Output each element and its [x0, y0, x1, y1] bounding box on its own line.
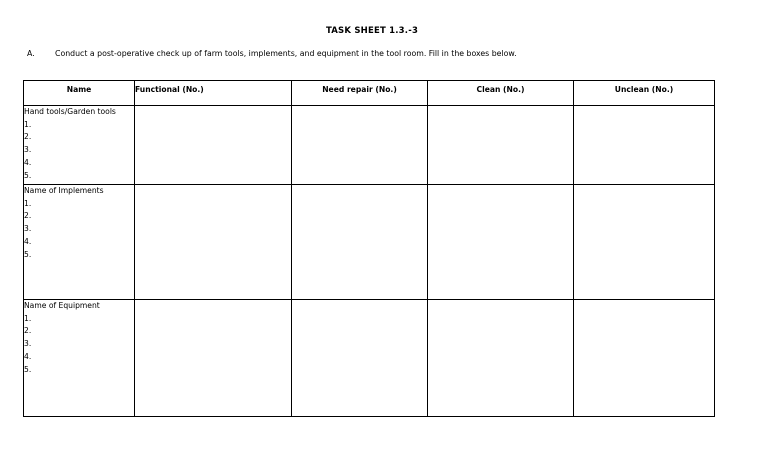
- instruction-line: [27, 49, 517, 58]
- clean-cell[interactable]: [428, 106, 574, 185]
- need-repair-cell[interactable]: [292, 300, 428, 417]
- row-label: Name of Equipment: [24, 301, 100, 310]
- row-name-cell: [24, 106, 135, 185]
- row-name-cell: [24, 300, 135, 417]
- item-number: 2.: [24, 132, 32, 142]
- row-name-cell: [24, 185, 135, 300]
- row-label: Hand tools/Garden tools: [24, 107, 116, 116]
- clean-cell[interactable]: [428, 185, 574, 300]
- item-number: 3.: [24, 339, 32, 349]
- item-number: 4.: [24, 236, 32, 246]
- unclean-cell[interactable]: [574, 185, 715, 300]
- unclean-cell[interactable]: [574, 300, 715, 417]
- checkup-table: [23, 80, 715, 417]
- table-header-row: [24, 81, 715, 106]
- header-unclean: Unclean (No.): [574, 81, 715, 106]
- functional-cell[interactable]: [135, 300, 292, 417]
- item-number: 1.: [24, 119, 32, 129]
- item-number: 2.: [24, 211, 32, 221]
- header-need-repair: Need repair (No.): [292, 81, 428, 106]
- item-number: 3.: [24, 145, 32, 155]
- functional-cell[interactable]: [135, 185, 292, 300]
- header-functional: Functional (No.): [135, 81, 292, 106]
- need-repair-cell[interactable]: [292, 185, 428, 300]
- need-repair-cell[interactable]: [292, 106, 428, 185]
- item-number: 5.: [24, 364, 32, 374]
- task-sheet-title: TASK SHEET 1.3.-3: [325, 26, 419, 36]
- row-label: Name of Implements: [24, 186, 104, 195]
- instruction-marker: A.: [27, 49, 35, 58]
- table-row: [24, 185, 715, 300]
- item-number: 5.: [24, 170, 32, 180]
- header-clean: Clean (No.): [428, 81, 574, 106]
- clean-cell[interactable]: [428, 300, 574, 417]
- item-number: 5.: [24, 249, 32, 259]
- item-number: 4.: [24, 351, 32, 361]
- item-number: 1.: [24, 313, 32, 323]
- item-number: 3.: [24, 224, 32, 234]
- instruction-text: Conduct a post-operative check up of farm tools, implements, and equipment in the tool room. Fill in the boxes below.: [55, 49, 517, 58]
- item-number: 4.: [24, 157, 32, 167]
- item-number: 1.: [24, 198, 32, 208]
- unclean-cell[interactable]: [574, 106, 715, 185]
- item-number: 2.: [24, 326, 32, 336]
- table-row: [24, 106, 715, 185]
- header-name: Name: [24, 81, 135, 106]
- table-row: [24, 300, 715, 417]
- functional-cell[interactable]: [135, 106, 292, 185]
